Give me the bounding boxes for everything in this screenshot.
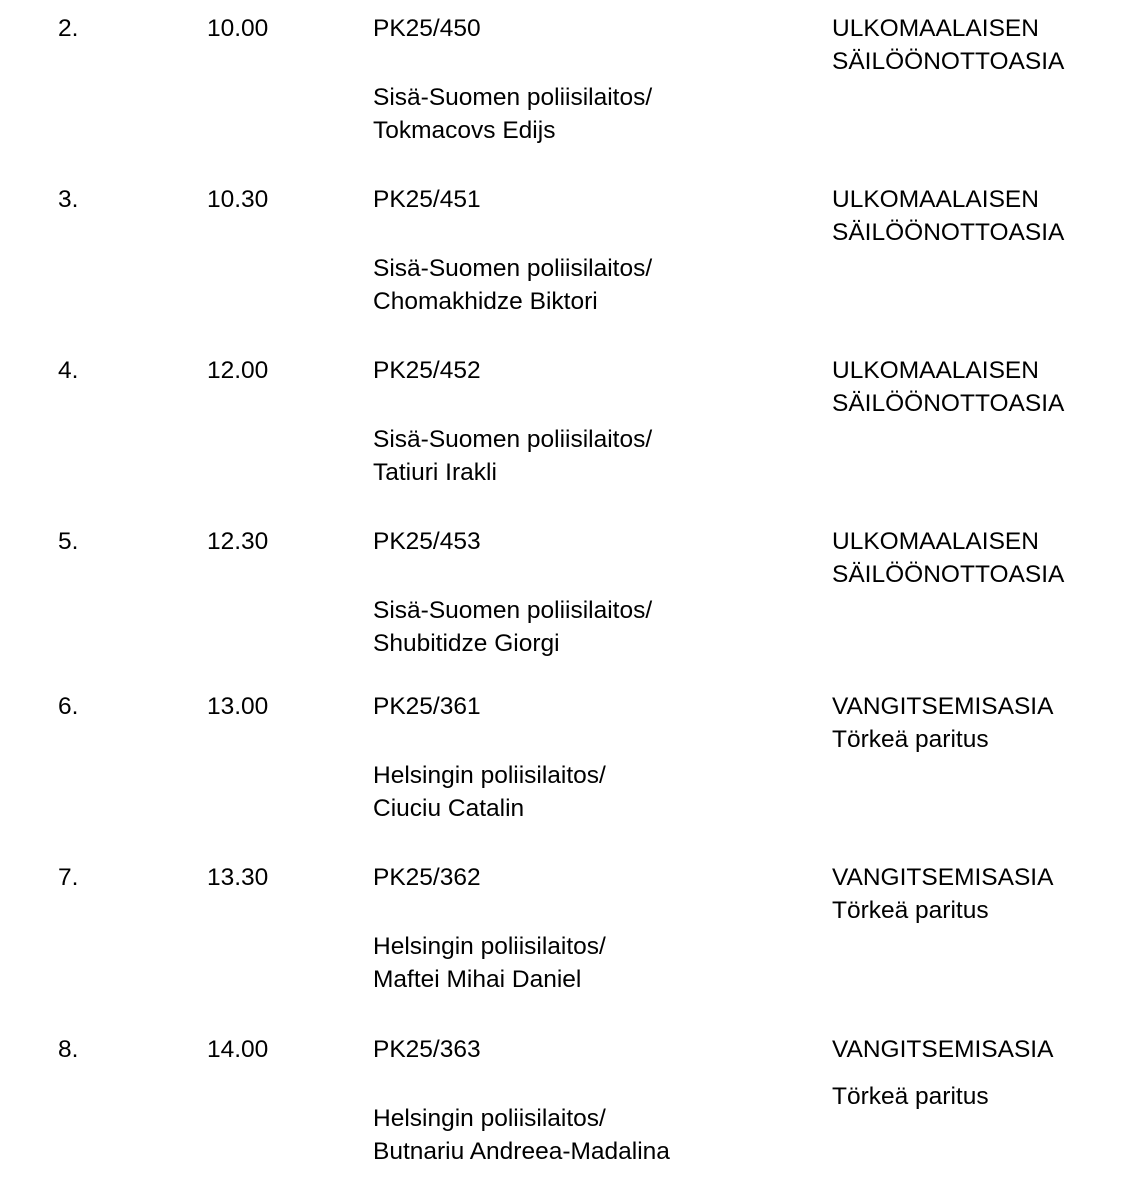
entry-number: 4. bbox=[58, 357, 79, 384]
party-block bbox=[373, 423, 652, 489]
case-type-detail: Törkeä paritus bbox=[832, 897, 989, 924]
party-name: Ciuciu Catalin bbox=[373, 795, 525, 822]
entry-case-block bbox=[373, 861, 606, 996]
party-authority: Sisä-Suomen poliisilaitos/ bbox=[373, 84, 653, 111]
entry-time: 13.30 bbox=[207, 864, 269, 891]
case-id: PK25/361 bbox=[373, 693, 481, 720]
case-type: ULKOMAALAISEN bbox=[832, 528, 1039, 555]
party-block bbox=[373, 930, 606, 996]
entry-case-block bbox=[373, 690, 606, 825]
case-id: PK25/363 bbox=[373, 1036, 481, 1063]
entry-number: 5. bbox=[58, 528, 79, 555]
entry-number: 8. bbox=[58, 1036, 79, 1063]
entry-case-block bbox=[373, 183, 652, 318]
party-block bbox=[373, 252, 652, 318]
party-block bbox=[373, 1102, 670, 1168]
case-type: VANGITSEMISASIA bbox=[832, 864, 1054, 891]
case-type: ULKOMAALAISEN bbox=[832, 186, 1039, 213]
entry-time: 12.00 bbox=[207, 357, 269, 384]
entry-number: 2. bbox=[58, 15, 79, 42]
case-type: ULKOMAALAISEN bbox=[832, 357, 1039, 384]
party-authority: Sisä-Suomen poliisilaitos/ bbox=[373, 597, 653, 624]
case-type: VANGITSEMISASIA bbox=[832, 693, 1054, 720]
case-type-detail: SÄILÖÖNOTTOASIA bbox=[832, 48, 1065, 75]
entry-type-block bbox=[832, 525, 1064, 591]
party-block bbox=[373, 81, 652, 147]
entry-time: 12.30 bbox=[207, 528, 269, 555]
entry-time: 14.00 bbox=[207, 1036, 269, 1063]
party-name: Maftei Mihai Daniel bbox=[373, 966, 582, 993]
entry-type-block bbox=[832, 183, 1064, 249]
entry-time: 10.00 bbox=[207, 15, 269, 42]
entry-type-block bbox=[832, 690, 1053, 756]
case-type: ULKOMAALAISEN bbox=[832, 15, 1039, 42]
case-type-detail: SÄILÖÖNOTTOASIA bbox=[832, 390, 1065, 417]
entry-number: 7. bbox=[58, 864, 79, 891]
case-type-detail: SÄILÖÖNOTTOASIA bbox=[832, 561, 1065, 588]
case-type: VANGITSEMISASIA bbox=[832, 1036, 1054, 1063]
case-id: PK25/453 bbox=[373, 528, 481, 555]
case-type-detail: Törkeä paritus bbox=[832, 726, 989, 753]
party-authority: Sisä-Suomen poliisilaitos/ bbox=[373, 255, 653, 282]
entry-case-block bbox=[373, 525, 652, 660]
entry-type-block bbox=[832, 861, 1053, 927]
entry-type-block bbox=[832, 12, 1064, 78]
party-name: Chomakhidze Biktori bbox=[373, 288, 598, 315]
case-id: PK25/362 bbox=[373, 864, 481, 891]
party-block bbox=[373, 594, 652, 660]
party-block bbox=[373, 759, 606, 825]
party-authority: Helsingin poliisilaitos/ bbox=[373, 933, 606, 960]
entry-type-block bbox=[832, 354, 1064, 420]
entry-time: 10.30 bbox=[207, 186, 269, 213]
entry-number: 3. bbox=[58, 186, 79, 213]
party-name: Tatiuri Irakli bbox=[373, 459, 497, 486]
entry-type-block bbox=[832, 1033, 1053, 1113]
party-authority: Helsingin poliisilaitos/ bbox=[373, 1105, 606, 1132]
case-type-detail: Törkeä paritus bbox=[832, 1083, 989, 1110]
party-authority: Helsingin poliisilaitos/ bbox=[373, 762, 606, 789]
entry-time: 13.00 bbox=[207, 693, 269, 720]
case-id: PK25/451 bbox=[373, 186, 481, 213]
party-authority: Sisä-Suomen poliisilaitos/ bbox=[373, 426, 653, 453]
party-name: Shubitidze Giorgi bbox=[373, 630, 560, 657]
case-type-detail: SÄILÖÖNOTTOASIA bbox=[832, 219, 1065, 246]
party-name: Butnariu Andreea-Madalina bbox=[373, 1138, 670, 1165]
entry-case-block bbox=[373, 1033, 670, 1168]
entry-case-block bbox=[373, 12, 652, 147]
entry-number: 6. bbox=[58, 693, 79, 720]
case-id: PK25/452 bbox=[373, 357, 481, 384]
case-id: PK25/450 bbox=[373, 15, 481, 42]
entry-case-block bbox=[373, 354, 652, 489]
party-name: Tokmacovs Edijs bbox=[373, 117, 556, 144]
